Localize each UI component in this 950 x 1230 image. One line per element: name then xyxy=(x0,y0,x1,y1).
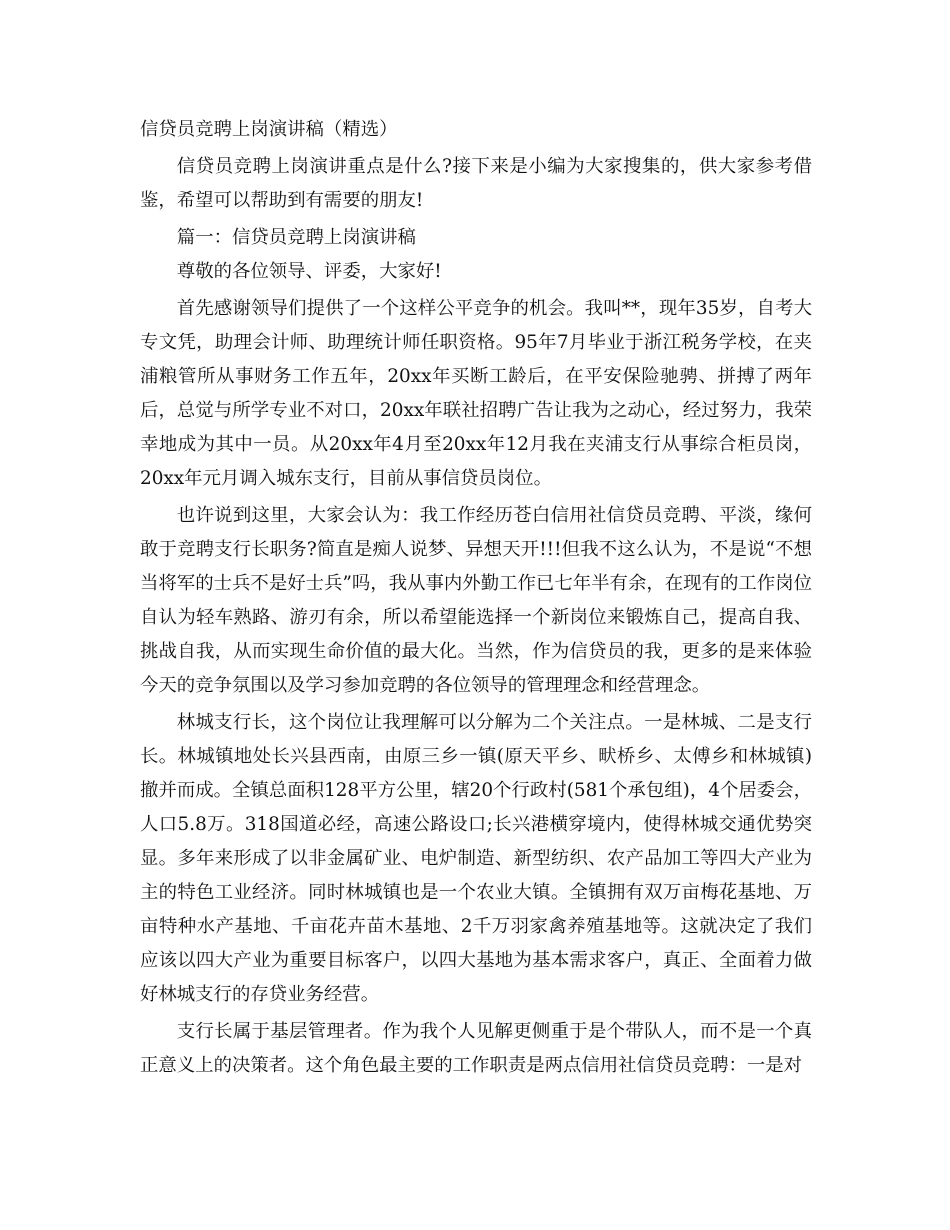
document-title: 信贷员竞聘上岗演讲稿（精选） xyxy=(140,119,398,140)
greeting-paragraph: 尊敬的各位领导、评委，大家好! xyxy=(176,261,442,282)
body-paragraph: 也许说到这里，大家会认为：我工作经历苍白信用社信贷员竞聘、平淡，缘何敢于竞聘支行长职务?简直是痴人说梦、异想天开!!!但我不这么认为，不是说“不想当将军的士兵不是好士兵”吗，我从事内外勤工作已七年半有余，在现有的工作岗位自认为轻车熟路、游刃有余，所以希望能选择一个新岗位来锻炼自己，提高自我、挑战自我，从而实现生命价值的最大化。当然，作为信贷员的我，更多的是来体验今天的竞争氛围以及学习参加竞聘的各位领导的管理理念和经营理念。 xyxy=(140,505,812,696)
intro-paragraph: 信贷员竞聘上岗演讲重点是什么?接下来是小编为大家搜集的，供大家参考借鉴，希望可以帮助到有需要的朋友! xyxy=(140,156,812,211)
body-paragraph: 支行长属于基层管理者。作为我个人见解更侧重于是个带队人，而不是一个真正意义上的决策者。这个角色最主要的工作职责是两点信用社信贷员竞聘：一是对 xyxy=(140,1021,812,1076)
document-body xyxy=(140,113,812,1083)
body-paragraph: 林城支行长，这个岗位让我理解可以分解为二个关注点。一是林城、二是支行长。林城镇地处长兴县西南，由原三乡一镇(原天平乡、畎桥乡、太傅乡和林城镇)撤并而成。全镇总面积128平方公里，辖20个行政村(581个承包组)，4个居委会，人口5.8万。318国道必经，高速公路设口;长兴港横穿境内，使得林城交通优势突显。多年来形成了以非金属矿业、电炉制造、新型纺织、农产品加工等四大产业为主的特色工业经济。同时林城镇也是一个农业大镇。全镇拥有双万亩梅花基地、万亩特种水产基地、千亩花卉苗木基地、2千万羽家禽养殖基地等。这就决定了我们应该以四大产业为重要目标客户，以四大基地为基本需求客户，真正、全面着力做好林城支行的存贷业务经营。 xyxy=(140,712,812,1005)
body-paragraph: 首先感谢领导们提供了一个这样公平竞争的机会。我叫**，现年35岁，自考大专文凭，助理会计师、助理统计师任职资格。95年7月毕业于浙江税务学校，在夹浦粮管所从事财务工作五年，20xx年买断工龄后，在平安保险驰骋、拼搏了两年后，总觉与所学专业不对口，20xx年联社招聘广告让我为之动心，经过努力，我荣幸地成为其中一员。从20xx年4月至20xx年12月我在夹浦支行从事综合柜员岗，20xx年元月调入城东支行，目前从事信贷员岗位。 xyxy=(140,298,812,489)
section-heading: 篇一：信贷员竞聘上岗演讲稿 xyxy=(176,227,416,248)
